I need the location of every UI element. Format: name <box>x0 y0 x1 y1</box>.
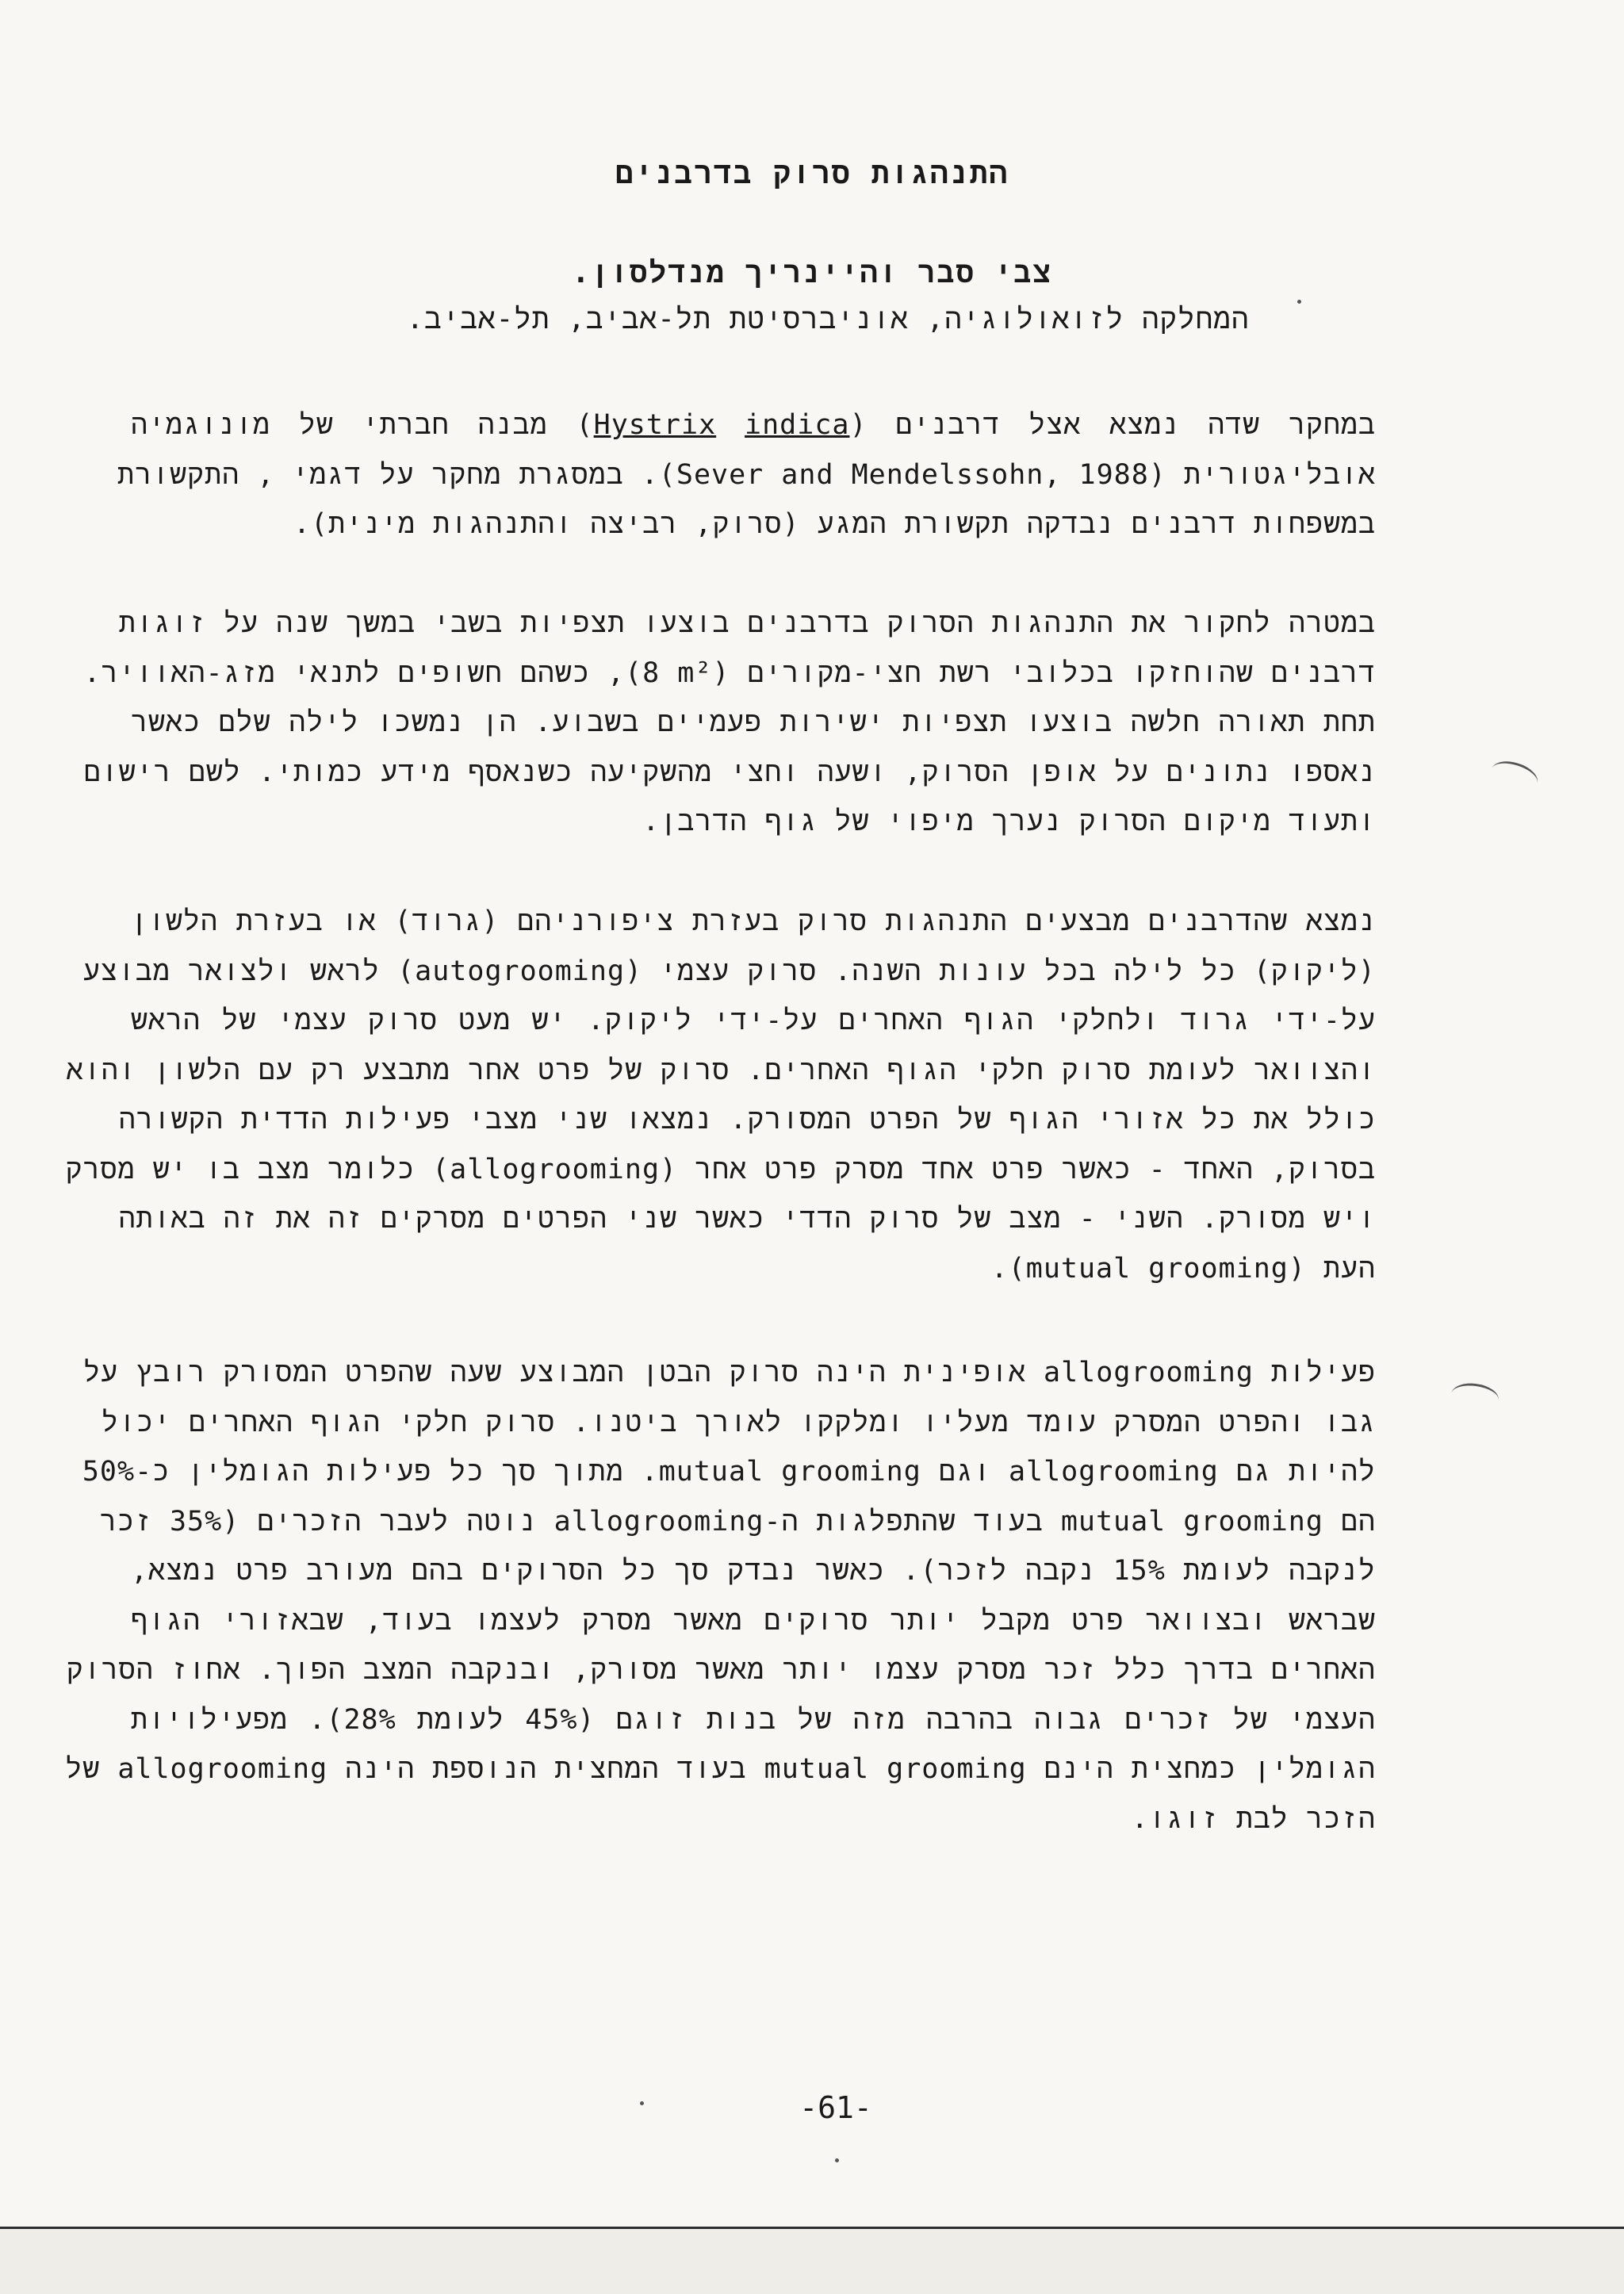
paragraph-line: תחת תאורה חלשה בוצעו תצפיות ישירות פעמיים בשבוע. הן נמשכו לילה שלם כאשר <box>131 707 1376 738</box>
term-allogrooming: allogrooming <box>450 1153 661 1185</box>
paragraph-line <box>131 400 1376 450</box>
species-name: indica <box>745 409 850 441</box>
term-allogrooming: allogrooming <box>1008 1456 1219 1488</box>
paragraph-line: במשפחות דרבנים נבדקה תקשורת המגע (סרוק, רביצה והתנהגות מינית). <box>293 508 1376 540</box>
text-run: ) לראש ולצואר מבוצע <box>82 955 416 987</box>
text-run: להיות גם <box>1218 1456 1376 1488</box>
binding-hole-mark <box>1488 756 1541 796</box>
term-allogrooming: allogrooming <box>553 1505 764 1538</box>
text-run: אופינית הינה סרוק הבטן המבוצע שעה שהפרט המסורק רובץ על <box>83 1357 1044 1388</box>
paragraph-line: גבו והפרט המסרק עומד מעליו ומלקקו לאורך ביטנו. סרוק חלקי הגוף האחרים יכול <box>101 1406 1376 1438</box>
scan-speck <box>835 2158 839 2162</box>
term-mutual-grooming: mutual grooming <box>764 1753 1027 1785</box>
text-run: ) כלומר מצב בו יש מסרק <box>65 1153 450 1185</box>
term-mutual-grooming: mutual grooming <box>1025 1252 1289 1285</box>
text-run: ) מבנה חברתי של מונוגמיה <box>131 409 594 441</box>
article-authors: צבי סבר והיינריך מנדלסון. <box>572 255 1052 289</box>
paragraph-line: ותעוד מיקום הסרוק נערך מיפוי של גוף הדרבן. <box>642 806 1376 837</box>
paragraph-line: במטרה לחקור את התנהגות הסרוק בדרבנים בוצעו תצפיות בשבי במשך שנה על זוגות <box>118 607 1376 639</box>
paragraph-line: האחרים בדרך כלל זכר מסרק עצמו יותר מאשר מסורק, ובנקבה המצב הפוך. אחוז הסרוק <box>66 1654 1376 1686</box>
paragraph-line: נאספו נתונים על אופן הסרוק, ושעה וחצי מהשקיעה כשנאסף מידע כמותי. לשם רישום <box>83 756 1376 788</box>
text-run: ). <box>990 1252 1026 1285</box>
text-run: בעוד המחצית הנוספת הינה <box>327 1753 764 1785</box>
text-run: אובליגטורית <box>1166 458 1376 491</box>
text-run: וגם <box>921 1456 1009 1488</box>
cage-area: 8 m² <box>642 657 713 689</box>
text-run: במחקר שדה נמצא אצל דרבנים ( <box>849 409 1376 441</box>
term-allogrooming: allogrooming <box>1044 1357 1254 1388</box>
scan-background <box>0 2229 1624 2294</box>
scan-speck <box>1297 300 1301 304</box>
paragraph-line <box>99 1497 1376 1547</box>
citation: (Sever and Mendelssohn, 1988) <box>658 458 1166 491</box>
paragraph-line: העצמי של זכרים גבוה בהרבה מזה של בנות זוגם (45% לעומת 28%). מפעילויות <box>131 1703 1376 1736</box>
paragraph-line: הזכר לבת זוגו. <box>1131 1802 1376 1835</box>
paragraph-line <box>131 1244 1376 1294</box>
paragraph-line <box>117 450 1376 500</box>
paragraph-line: נמצא שהדרבנים מבצעים התנהגות סרוק בעזרת ציפורניהם (גרוד) או בעזרת הלשון <box>131 906 1376 937</box>
paragraph-distribution <box>65 1348 1376 1844</box>
text-run: . במסגרת מחקר על דגמי , התקשורת <box>117 458 659 491</box>
paragraph-line: כולל את כל אזורי הגוף של הפרט המסורק. נמצאו שני מצבי פעילות הדדית הקשורה <box>118 1104 1376 1136</box>
page-number: -61- <box>799 2090 872 2125</box>
text-run: דרבנים שהוחזקו בכלובי רשת חצי-מקורים ( <box>712 657 1376 689</box>
text-run: הם <box>1323 1505 1376 1538</box>
paragraph-line: שבראש ובצוואר פרט מקבל יותר סרוקים מאשר מסרק לעצמו בעוד, שבאזורי הגוף <box>131 1604 1376 1637</box>
text-run: בסרוק, האחד - כאשר פרט אחד מסרק פרט אחר ( <box>660 1153 1376 1185</box>
paragraph-methods <box>83 599 1376 847</box>
term-mutual-grooming: mutual grooming <box>1060 1505 1323 1538</box>
text-run: . מתוך סך כל פעילות הגומלין כ-50% <box>82 1456 659 1488</box>
paragraph-line <box>82 947 1376 997</box>
text-run: (ליקוק) כל לילה בכל עונות השנה. סרוק עצמי ( <box>625 955 1376 987</box>
paragraph-line: על-ידי גרוד ולחלקי הגוף האחרים על-ידי ליקוק. יש מעט סרוק עצמי של הראש <box>131 1005 1376 1036</box>
paragraph-line <box>82 1447 1376 1497</box>
species-genus: Hystrix <box>593 409 717 441</box>
text-run: בעוד שהתפלגות ה- <box>764 1505 1061 1538</box>
text-run: של <box>65 1753 118 1785</box>
paragraph-line <box>65 1145 1376 1195</box>
paragraph-line <box>65 1744 1376 1794</box>
article-title: התנהגות סרוק בדרבנים <box>615 155 1009 190</box>
text-run: נוטה לעבר הזכרים (35% זכר <box>99 1505 554 1538</box>
text-run: ), כשהם חשופים לתנאי מזג-האוויר. <box>83 657 643 689</box>
paragraph-intro <box>117 400 1376 550</box>
text-run: העת ( <box>1288 1252 1376 1285</box>
paragraph-line <box>83 1348 1376 1398</box>
author-affiliation: המחלקה לזואולוגיה, אוניברסיטת תל-אביב, תל-אביב. <box>406 303 1250 335</box>
term-mutual-grooming: mutual grooming <box>658 1456 921 1488</box>
term-allogrooming: allogrooming <box>117 1753 328 1785</box>
term-autogrooming: autogrooming <box>415 955 626 987</box>
paragraph-line: ויש מסורק. השני - מצב של סרוק הדדי כאשר שני הפרטים מסרקים זה את זה באותה <box>118 1203 1376 1235</box>
paragraph-line: לנקבה לעומת 15% נקבה לזכר). כאשר נבדק סך כל הסרוקים בהם מעורב פרט נמצא, <box>131 1555 1376 1587</box>
scan-speck <box>640 2101 644 2105</box>
paragraph-line <box>83 649 1376 699</box>
text-run: פעילות <box>1253 1357 1376 1388</box>
text-run: הגומלין כמחצית הינם <box>1026 1753 1376 1785</box>
paragraph-line: והצוואר לעומת סרוק חלקי הגוף האחרים. סרוק של פרט אחר מתבצע רק עם הלשון והוא <box>66 1054 1376 1086</box>
binding-hole-mark <box>1450 1381 1500 1413</box>
paragraph-results <box>65 897 1376 1293</box>
